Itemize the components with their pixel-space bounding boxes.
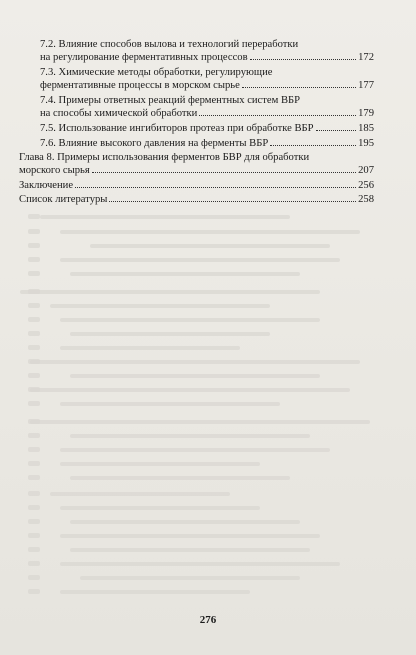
show-through-line: [20, 290, 320, 294]
dot-leader: [92, 171, 356, 173]
toc-entry-line: на регулирование ферментативных процессов: [40, 52, 248, 63]
show-through-line: [70, 374, 320, 378]
show-through-line: [60, 346, 240, 350]
show-through-line: [30, 360, 360, 364]
show-through-line: [60, 534, 320, 538]
show-through-number: [28, 373, 40, 378]
show-through-number: [28, 433, 40, 438]
dot-leader: [199, 114, 356, 116]
show-through-number: [28, 475, 40, 480]
toc-page-number: 179: [358, 108, 374, 119]
toc-entry-line: Заключение: [19, 180, 74, 191]
show-through-line: [70, 272, 300, 276]
show-through-number: [28, 271, 40, 276]
show-through-number: [28, 561, 40, 566]
toc-page-number: 177: [358, 80, 374, 91]
toc-page-number: 185: [358, 123, 374, 134]
show-through-number: [28, 331, 40, 336]
show-through-number: [28, 505, 40, 510]
page-number: 276: [199, 614, 217, 626]
toc-page-number: 172: [358, 52, 374, 63]
dot-leader: [316, 129, 357, 131]
toc-page-number: 207: [358, 165, 374, 176]
show-through-number: [28, 359, 40, 364]
show-through-line: [70, 548, 310, 552]
show-through-number: [28, 401, 40, 406]
show-through-line: [60, 590, 250, 594]
dot-leader: [270, 144, 356, 146]
show-through-line: [60, 562, 340, 566]
show-through-number: [28, 243, 40, 248]
show-through-number: [28, 419, 40, 424]
show-through-number: [28, 257, 40, 262]
show-through-number: [28, 214, 40, 219]
toc-entry-7-4: [40, 94, 374, 120]
show-through-line: [70, 520, 300, 524]
show-through-number: [28, 317, 40, 322]
toc-page-number: 256: [358, 180, 374, 191]
show-through-line: [50, 492, 230, 496]
dot-leader: [242, 86, 356, 88]
toc-entry-line: на способы химической обработки: [40, 108, 198, 119]
show-through-line: [60, 462, 260, 466]
show-through-number: [28, 533, 40, 538]
show-through-line: [70, 476, 290, 480]
toc-entry-line: 7.3. Химические методы обработки, регулирующие: [40, 67, 273, 78]
show-through-line: [60, 230, 360, 234]
toc-page-number: 258: [358, 194, 374, 205]
toc-entry-conclusion: [19, 179, 374, 192]
show-through-number: [28, 345, 40, 350]
show-through-number: [28, 589, 40, 594]
show-through-number: [28, 519, 40, 524]
show-through-line: [60, 318, 320, 322]
show-through-number: [28, 491, 40, 496]
dot-leader: [109, 200, 356, 202]
toc-entry-line: Глава 8. Примеры использования ферментов БВР для обработки: [19, 152, 310, 163]
toc-entry-references: [19, 193, 374, 206]
toc-entry-line: 7.5. Использование ингибиторов протеаз при обработке ВБР: [40, 123, 314, 134]
show-through-line: [90, 244, 330, 248]
show-through-number: [28, 461, 40, 466]
show-through-line: [80, 576, 300, 580]
show-through-line: [60, 402, 280, 406]
show-through-line: [60, 448, 330, 452]
show-through-number: [28, 387, 40, 392]
show-through-number: [28, 303, 40, 308]
show-through-line: [60, 506, 260, 510]
show-through-number: [28, 575, 40, 580]
toc-entry-7-6: [40, 137, 374, 150]
show-through-number: [28, 289, 40, 294]
toc-entry-line: морского сырья: [19, 165, 90, 176]
show-through-line: [70, 332, 270, 336]
show-through-number: [28, 447, 40, 452]
toc-entry-line: 7.6. Влияние высокого давления на ферменты ВБР: [40, 138, 269, 149]
dot-leader: [250, 58, 357, 60]
toc-entry-line: ферментативные процессы в морском сырье: [40, 80, 240, 91]
show-through-line: [70, 434, 310, 438]
toc-entry-line: 7.2. Влияние способов вылова и технологий переработки: [40, 39, 299, 50]
toc-entry-line: Список литературы: [19, 194, 108, 205]
dot-leader: [75, 186, 356, 188]
show-through-number: [28, 547, 40, 552]
toc-entry-chapter-8: [19, 151, 374, 177]
show-through-line: [30, 420, 370, 424]
toc-entry-7-2: [40, 38, 374, 64]
show-through-line: [40, 215, 290, 219]
show-through-number: [28, 229, 40, 234]
toc-entry-7-3: [40, 66, 374, 92]
show-through-line: [30, 388, 350, 392]
show-through-line: [60, 258, 340, 262]
toc-entry-7-5: [40, 122, 374, 135]
show-through-line: [50, 304, 270, 308]
toc-page-number: 195: [358, 138, 374, 149]
toc-entry-line: 7.4. Примеры ответных реакций ферментных систем ВБР: [40, 95, 300, 106]
